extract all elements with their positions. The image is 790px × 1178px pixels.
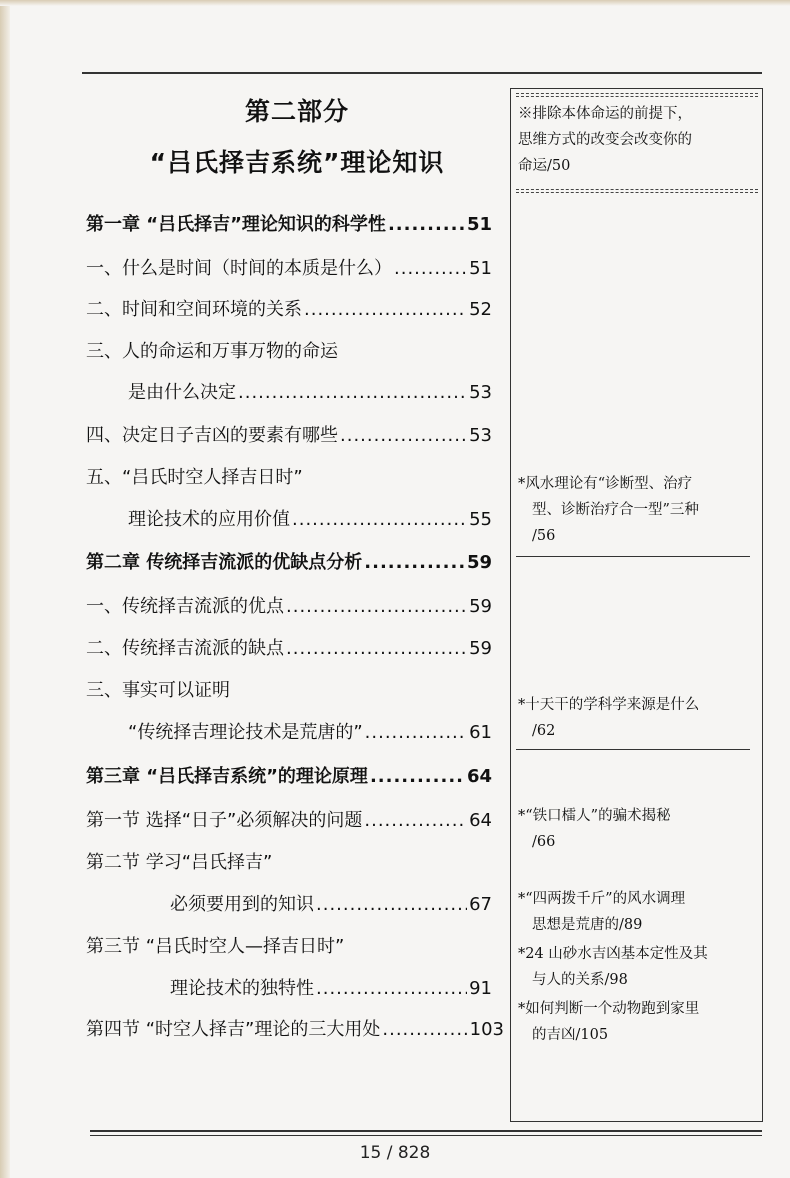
sidebar-note-line: *如何判断一个动物跑到家里 bbox=[518, 1001, 700, 1017]
toc-entry-text: 是由什么决定 bbox=[128, 382, 236, 403]
toc-leader-dots bbox=[304, 295, 467, 325]
sidebar-divider bbox=[516, 556, 750, 557]
toc-entry-chapter-1[interactable] bbox=[86, 210, 492, 240]
toc-entry-text: 一、什么是时间（时间的本质是什么） bbox=[86, 258, 392, 279]
toc-entry[interactable] bbox=[170, 890, 492, 920]
toc-entry-text: 三、人的命运和万事万物的命运 bbox=[86, 341, 338, 362]
bottom-rule bbox=[90, 1130, 762, 1132]
toc-entry-page: 61 bbox=[469, 722, 492, 743]
sidebar-note bbox=[518, 101, 756, 179]
toc-leader-dots bbox=[382, 1015, 467, 1045]
toc-entry-page: 52 bbox=[469, 299, 492, 320]
toc-entry[interactable] bbox=[86, 1015, 504, 1045]
toc-entry-text: 五、“吕氏时空人择吉日时” bbox=[86, 467, 303, 488]
toc-entry[interactable] bbox=[86, 295, 492, 325]
toc-entry-page: 51 bbox=[466, 214, 492, 235]
sidebar-decorative-border bbox=[516, 189, 758, 193]
toc-entry-chapter-2[interactable] bbox=[86, 548, 492, 578]
toc-entry[interactable] bbox=[86, 592, 492, 622]
page-indicator: 15 / 828 bbox=[359, 1143, 431, 1163]
sidebar-note-line: 与人的关系/98 bbox=[532, 972, 628, 988]
toc-entry[interactable] bbox=[128, 378, 492, 408]
toc-entry-text: 第三节 “吕氏时空人—择吉日时” bbox=[86, 936, 345, 957]
toc-entry[interactable] bbox=[128, 505, 492, 535]
toc-entry-text: 第一节 选择“日子”必须解决的问题 bbox=[86, 810, 363, 831]
toc-entry-page: 51 bbox=[469, 258, 492, 279]
toc-leader-dots bbox=[316, 890, 467, 920]
toc-entry-page: 59 bbox=[466, 552, 492, 573]
sidebar-note bbox=[518, 803, 756, 855]
toc-entry[interactable] bbox=[86, 421, 492, 451]
toc-entry-text: 理论技术的独特性 bbox=[170, 978, 314, 999]
sidebar-note-line: *十天干的学科学来源是什么 bbox=[518, 697, 700, 713]
toc-entry[interactable] bbox=[170, 974, 492, 1004]
sidebar-note-line: 命运/50 bbox=[518, 158, 571, 174]
sidebar-decorative-border bbox=[516, 93, 758, 97]
toc-leader-dots bbox=[388, 210, 465, 240]
sidebar-note-line: /66 bbox=[532, 834, 556, 850]
toc-entry[interactable] bbox=[86, 254, 492, 284]
toc-entry-text: 一、传统择吉流派的优点 bbox=[86, 596, 284, 617]
toc-leader-dots bbox=[286, 634, 467, 664]
sidebar-note-line: *“铁口檑人”的骗术揭秘 bbox=[518, 808, 671, 824]
toc-leader-dots bbox=[370, 762, 465, 792]
toc-entry-text: 第一章 “吕氏择吉”理论知识的科学性 bbox=[86, 214, 386, 235]
toc-entry-text: 理论技术的应用价值 bbox=[128, 509, 290, 530]
top-rule bbox=[82, 72, 762, 74]
bottom-rule bbox=[90, 1135, 762, 1136]
toc-entry-page: 59 bbox=[469, 638, 492, 659]
toc-entry[interactable] bbox=[86, 634, 492, 664]
sidebar-note bbox=[518, 471, 756, 549]
toc-entry-text: 二、时间和空间环境的关系 bbox=[86, 299, 302, 320]
sidebar-note bbox=[518, 692, 756, 744]
toc-leader-dots bbox=[292, 505, 467, 535]
toc-entry-text: 第三章 “吕氏择吉系统”的理论原理 bbox=[86, 766, 368, 787]
toc-entry-text: 必须要用到的知识 bbox=[170, 894, 314, 915]
toc-leader-dots bbox=[286, 592, 467, 622]
toc-entry-chapter-3[interactable] bbox=[86, 762, 492, 792]
toc-leader-dots bbox=[364, 548, 465, 578]
page-top-shadow bbox=[0, 0, 790, 6]
sidebar-note-line: 的吉凶/105 bbox=[532, 1027, 609, 1043]
toc-leader-dots bbox=[340, 421, 467, 451]
sidebar-note-line: ※排除本体命运的前提下， bbox=[518, 106, 692, 122]
toc-entry-text: 第四节 “时空人择吉”理论的三大用处 bbox=[86, 1019, 381, 1040]
toc-entry-text: 二、传统择吉流派的缺点 bbox=[86, 638, 284, 659]
toc-entry-page: 64 bbox=[469, 810, 492, 831]
sidebar-note bbox=[518, 886, 756, 938]
toc-leader-dots bbox=[364, 806, 467, 836]
toc-leader-dots bbox=[365, 718, 467, 748]
sidebar-note-line: *24 山砂水吉凶基本定性及其 bbox=[518, 946, 708, 962]
sidebar-note-line: 型、诊断治疗合一型”三种 bbox=[532, 502, 699, 518]
sidebar-note-line: /62 bbox=[532, 723, 556, 739]
toc-entry-page: 91 bbox=[469, 978, 492, 999]
sidebar-note-line: /56 bbox=[532, 528, 556, 544]
toc-entry-page: 53 bbox=[469, 425, 492, 446]
toc-entry-text: 四、决定日子吉凶的要素有哪些 bbox=[86, 425, 338, 446]
sidebar-note-line: 思想是荒唐的/89 bbox=[532, 917, 643, 933]
toc-entry-text: 三、事实可以证明 bbox=[86, 680, 230, 701]
sidebar-divider bbox=[516, 749, 750, 750]
part-title: 第二部分 bbox=[244, 97, 349, 126]
toc-leader-dots bbox=[394, 254, 467, 284]
toc-entry-page: 64 bbox=[466, 766, 492, 787]
sidebar-note bbox=[518, 941, 756, 993]
sidebar-note-line: *“四两拨千斤”的风水调理 bbox=[518, 891, 686, 907]
toc-entry-text: 第二节 学习“吕氏择吉” bbox=[86, 852, 273, 873]
toc-entry-page: 67 bbox=[469, 894, 492, 915]
sidebar-note bbox=[518, 996, 756, 1048]
sidebar-note-line: 思维方式的改变会改变你的 bbox=[518, 132, 692, 148]
toc-leader-dots bbox=[316, 974, 467, 1004]
sidebar-note-line: *风水理论有“诊断型、治疗 bbox=[518, 476, 693, 492]
part-subtitle: “吕氏择吉系统”理论知识 bbox=[149, 148, 445, 177]
toc-entry-page: 103 bbox=[469, 1019, 504, 1040]
toc-entry-text: “传统择吉理论技术是荒唐的” bbox=[128, 722, 363, 743]
toc-leader-dots bbox=[238, 378, 467, 408]
toc-entry-text: 第二章 传统择吉流派的优缺点分析 bbox=[86, 552, 363, 573]
toc-entry[interactable] bbox=[128, 718, 492, 748]
toc-entry-page: 59 bbox=[469, 596, 492, 617]
toc-entry[interactable] bbox=[86, 806, 492, 836]
toc-entry-page: 55 bbox=[469, 509, 492, 530]
page-edge-shadow bbox=[0, 0, 10, 1178]
toc-entry-page: 53 bbox=[469, 382, 492, 403]
